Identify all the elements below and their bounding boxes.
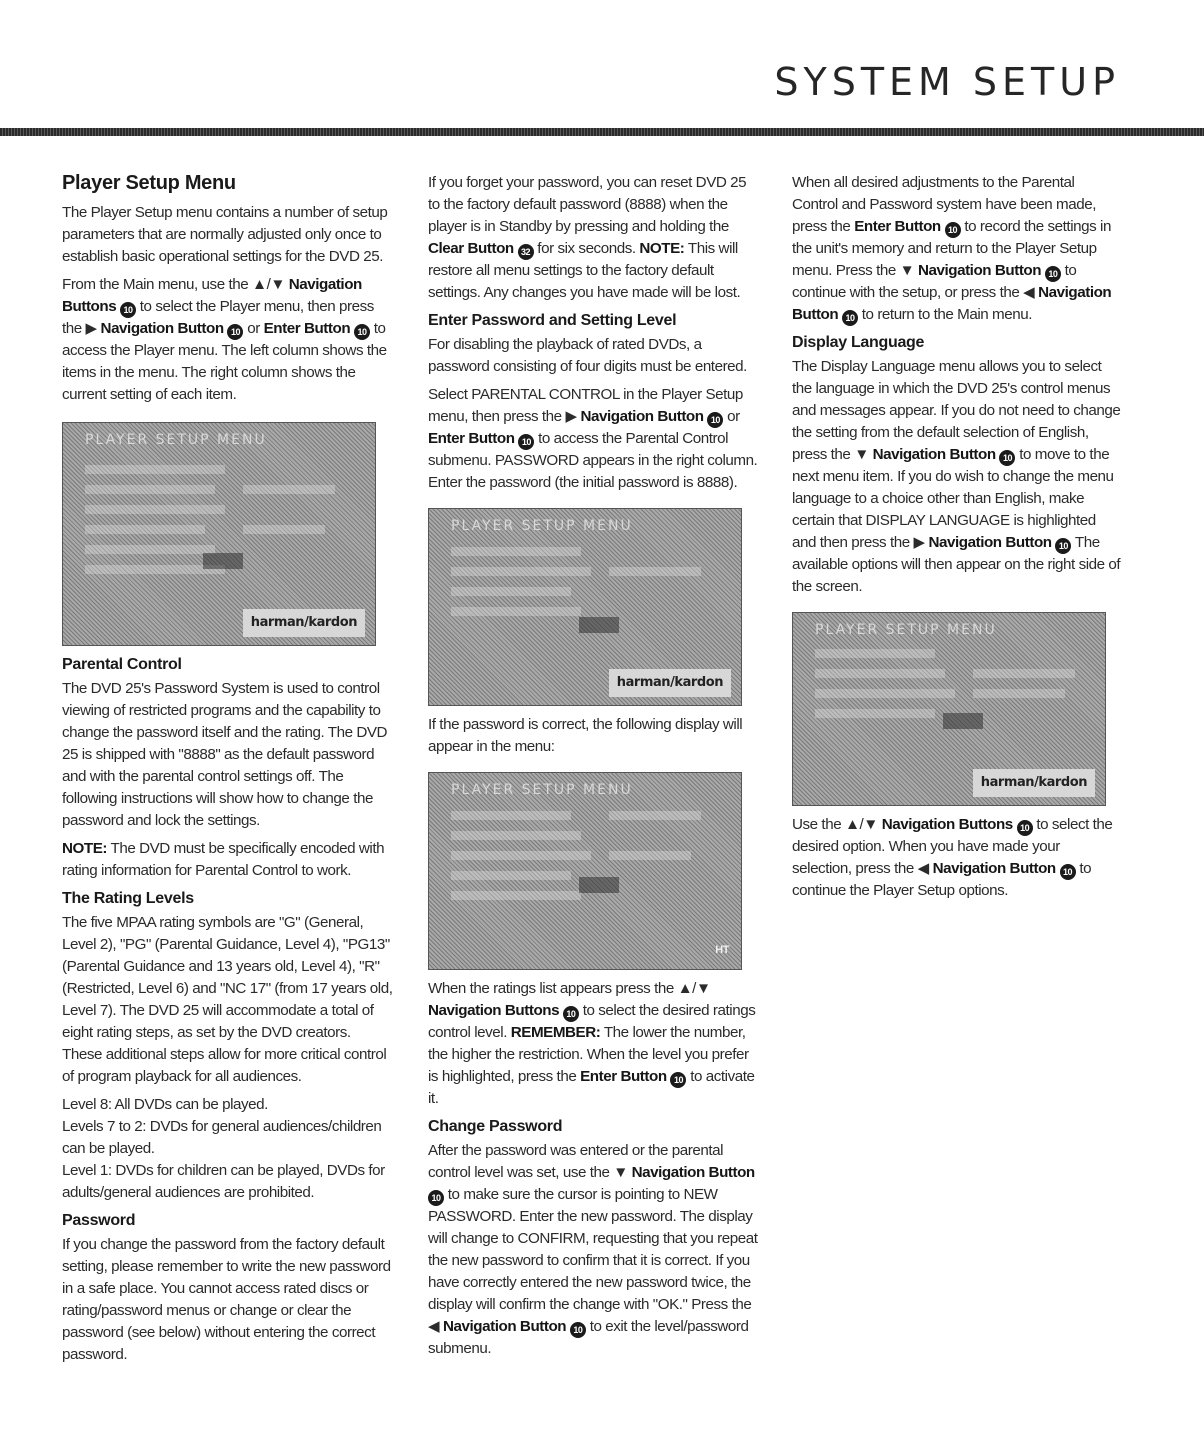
button-10-icon: 10	[842, 310, 858, 326]
button-10-icon: 10	[227, 324, 243, 340]
button-10-icon: 10	[999, 450, 1015, 466]
column-right	[792, 172, 1122, 908]
screen-menu-title: PLAYER SETUP MENU	[451, 782, 633, 798]
button-32-icon: 32	[518, 244, 534, 260]
page-title: SYSTEM SETUP	[774, 60, 1120, 104]
screen-menu-title: PLAYER SETUP MENU	[451, 518, 633, 534]
section-heading-rating-levels: The Rating Levels	[62, 890, 194, 907]
paragraph: The Display Language menu allows you to select the language in which the DVD 25's control menus and messages appear. If you do not need to change the setting from the default selection of English, press the ▼ Navigation Button 10 to move to the next menu item. If you do wish to change the menu language to a choice other than English, make certain that DISPLAY LANGUAGE is highlighted and then press the ▶ Navigation Button 10 The available options will then appear on the right side of the screen.	[792, 358, 1121, 595]
paragraph: If you forget your password, you can reset DVD 25 to the factory default password (8888) when the player is in Standby by pressing and holding the Clear Button 32 for six seconds. NOTE: This will restore all menu settings to the factory default settings. Any changes you have made will be lost.	[428, 174, 747, 301]
paragraph: The DVD 25's Password System is used to control viewing of restricted programs and the capability to change the password itself and the rating. The DVD 25 is shipped with "8888" as the default password and with the parental control settings off. The following instructions will show how to change the password and lock the settings.	[62, 680, 388, 829]
button-10-icon: 10	[1060, 864, 1076, 880]
button-10-icon: 10	[570, 1322, 586, 1338]
paragraph: For disabling the playback of rated DVDs, a password consisting of four digits must be entered.	[428, 336, 747, 375]
section-heading-display-language: Display Language	[792, 334, 925, 351]
section-heading-password: Password	[62, 1212, 136, 1229]
button-10-icon: 10	[563, 1006, 579, 1022]
section-heading-enter-password: Enter Password and Setting Level	[428, 312, 677, 329]
paragraph: After the password was entered or the parental control level was set, use the ▼ Navigation Button 10 to make sure the cursor is pointing to NEW PASSWORD. Enter the new password. The display will change to CONFIRM, requesting that you repeat the new password to confirm that it is correct. If you have correctly entered the new password twice, the display will confirm the change with "OK." Press the ◀ Navigation Button 10 to exit the level/password submenu.	[428, 1142, 758, 1357]
paragraph: Use the ▲/▼ Navigation Buttons 10 to select the desired option. When you have made your selection, press the ◀ Navigation Button 10 to continue the Player Setup options.	[792, 816, 1113, 899]
paragraph: The Player Setup menu contains a number of setup parameters that are normally adjusted only once to establish basic operational settings for the DVD 25.	[62, 204, 388, 265]
paragraph: Select PARENTAL CONTROL in the Player Setup menu, then press the ▶ Navigation Button 10 or Enter Button 10 to access the Parental Control submenu. PASSWORD appears in the right column. Enter the password (the initial password is 8888).	[428, 386, 758, 491]
button-10-icon: 10	[707, 412, 723, 428]
button-10-icon: 10	[1055, 538, 1071, 554]
paragraph: From the Main menu, use the ▲/▼ Navigation Buttons 10 to select the Player menu, then press the ▶ Navigation Button 10 or Enter Button 10 to access the Player menu. The left column shows the items in the menu. The right column shows the current setting of each item.	[62, 276, 387, 403]
button-10-icon: 10	[428, 1190, 444, 1206]
column-left	[62, 170, 394, 1372]
button-10-icon: 10	[945, 222, 961, 238]
screen-menu-title: PLAYER SETUP MENU	[85, 432, 267, 448]
paragraph: NOTE: The DVD must be specifically encoded with rating information for Parental Control to work.	[62, 840, 385, 879]
paragraph: If you change the password from the factory default setting, please remember to write the new password in a safe place. You cannot access rated discs or rating/password menus or change or clear the password (see below) without entering the correct password.	[62, 1236, 391, 1363]
section-heading-change-password: Change Password	[428, 1118, 563, 1135]
paragraph: When all desired adjustments to the Parental Control and Password system have been made, press the Enter Button 10 to record the settings in the unit's memory and return to the Player Setup menu. Press the ▼ Navigation Button 10 to continue with the setup, or press the ◀ Navigation Button 10 to return to the Main menu.	[792, 172, 1122, 326]
paragraph: Levels 7 to 2: DVDs for general audiences/children can be played.	[62, 1118, 382, 1157]
screen-image-player-setup-menu	[62, 422, 376, 646]
screen-corner-mark: HT	[715, 944, 729, 956]
button-10-icon: 10	[354, 324, 370, 340]
paragraph: Level 1: DVDs for children can be played, DVDs for adults/general audiences are prohibited.	[62, 1162, 385, 1201]
section-heading-player-setup: Player Setup Menu	[62, 172, 236, 194]
header-rule	[0, 128, 1204, 136]
screen-image-display-language	[792, 612, 1106, 806]
section-heading-parental-control: Parental Control	[62, 656, 182, 673]
paragraph: If the password is correct, the following display will appear in the menu:	[428, 716, 743, 755]
button-10-icon: 10	[518, 434, 534, 450]
button-10-icon: 10	[670, 1072, 686, 1088]
logo: harman/kardon	[609, 669, 731, 697]
button-10-icon: 10	[120, 302, 136, 318]
screen-image-password	[428, 508, 742, 706]
paragraph: When the ratings list appears press the ▲/▼ Navigation Buttons 10 to select the desired ratings control level. REMEMBER: The lower the number, the higher the restriction. When the level you prefer is highlighted, press the Enter Button 10 to activate it.	[428, 980, 756, 1107]
logo: harman/kardon	[973, 769, 1095, 797]
button-10-icon: 10	[1045, 266, 1061, 282]
column-middle	[428, 172, 760, 1366]
paragraph: Level 8: All DVDs can be played.	[62, 1096, 268, 1113]
logo: harman/kardon	[243, 609, 365, 637]
button-10-icon: 10	[1017, 820, 1033, 836]
paragraph: The five MPAA rating symbols are "G" (General, Level 2), "PG" (Parental Guidance, Level 4), "PG13" (Parental Guidance and 13 years old, Level 4), "R" (Restricted, Level 6) and "NC 17" (from 17 years old, Level 7). The DVD 25 will accommodate a total of eight rating steps, as set by the DVD creators. These additional steps allow for more critical control of program playback for all audiences.	[62, 914, 393, 1085]
screen-menu-title: PLAYER SETUP MENU	[815, 622, 997, 638]
screen-image-ratings-list	[428, 772, 742, 970]
